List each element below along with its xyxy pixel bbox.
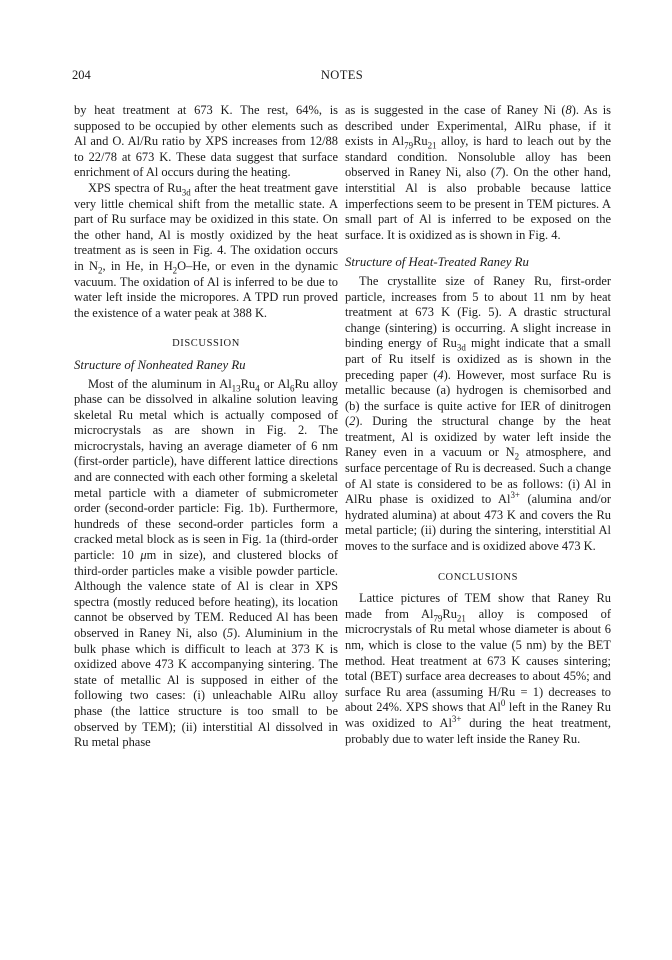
paragraph-continued-right bbox=[345, 103, 611, 243]
greek-mu: μ bbox=[140, 548, 147, 563]
text-run: alloy is composed of microcrystals of Ru metal whose diameter is about 6 nm, which is close to the value (5 nm) by the BET method. Heat treatment at 673 K causes sintering; total (BET) surface area decreases to about 45%; and surface Ru area (assuming H/Ru = 1) decreases to about 24%. XPS shows that Al bbox=[345, 606, 611, 715]
subscript: 2 bbox=[172, 265, 178, 276]
text-run: as is suggested in the case of Raney Ni ( bbox=[345, 103, 566, 117]
text-run: Lattice pictures of TEM show that Raney Ru made from Al bbox=[345, 591, 611, 621]
subscript: 79 bbox=[404, 140, 414, 151]
text-run: alloy, is hard to leach out by the standard condition. Nonsoluble alloy has been observed in Raney Ni, also ( bbox=[345, 134, 611, 180]
citation-ref: 5 bbox=[226, 626, 234, 640]
text-run: XPS spectra of Ru bbox=[88, 180, 182, 195]
text-run: ). As is described under Experimental, AlRu phase, if it exists in Al bbox=[345, 103, 611, 149]
text-run: ). However, most surface Ru is metallic because (a) hydrogen is chemisorbed and (b) the surface is quite active for IER of dinitrogen ( bbox=[345, 367, 611, 429]
text-run: ). During the structural change by the heat treatment, Al is oxidized by water left inside the Raney even in a vacuum or N bbox=[345, 414, 611, 460]
text-run: Ru bbox=[442, 606, 457, 621]
subheading-heat-treated: Structure of Heat-Treated Raney Ru bbox=[345, 255, 529, 270]
section-heading-conclusions: CONCLUSIONS bbox=[437, 571, 519, 583]
superscript: 3+ bbox=[451, 713, 462, 724]
paragraph-continued: by heat treatment at 673 K. The rest, 64%, is supposed to be occupied by other elements such as Al and O. Al/Ru ratio by XPS increases from 12/88 to 22/78 at 673 K. These data suggest that surface enrichment of Al occurs during the heating. bbox=[74, 103, 338, 180]
right-column bbox=[345, 103, 611, 747]
text-run: after the heat treatment gave very little chemical shift from the metallic state. A part of Ru surface may be oxidized in this state. On the other hand, Al is mostly oxidized by the heat treatment as is seen in Fig. 4. The oxidation occurs in N bbox=[74, 180, 338, 273]
running-head: NOTES bbox=[320, 68, 364, 82]
citation-ref: 7 bbox=[495, 165, 502, 180]
citation-ref: 4 bbox=[437, 367, 444, 382]
section-heading-discussion: DISCUSSION bbox=[172, 338, 240, 350]
text-run: Ru alloy phase can be dissolved in alkaline solution leaving skeletal Ru metal which is actually composed of microcrystals as are shown in Fig. 2. The microcrystals, having an average diameter of 6 nm (first-order particle), have different lattice directions and are connected with each other forming a skeletal metal particle with a diameter of submicrometer order (second-order particle: Fig. 1b). Furthermore, hundreds of these second-order particles form a cracked metal block as is seen in Fig. 1a (third-order particle: 10 bbox=[74, 376, 338, 563]
citation-ref: 2 bbox=[349, 414, 356, 429]
page-number: 204 bbox=[72, 68, 91, 82]
subscript: 2 bbox=[514, 451, 520, 462]
subscript: 6 bbox=[289, 382, 295, 393]
text-run: m in size), and clustered blocks of third-order particles make a visible powder particle. Although the valence state of Al is clear in XPS spectra (mostly reduced before heating), its location cannot be observed by TEM. Reduced Al has been observed in Raney Ni, also ( bbox=[74, 548, 338, 640]
text-run: atmosphere, and surface percentage of Ru is decreased. Such a change of Al state is considered to be as follows: (i) Al in AlRu phase is oxidized to Al bbox=[345, 445, 611, 507]
text-run: or Al bbox=[259, 376, 290, 391]
paragraph-nonheated-structure bbox=[74, 377, 338, 751]
subscript: 79 bbox=[433, 613, 443, 624]
text-run: ). On the other hand, interstitial Al is also probable because lattice imperfections seem to be present in TEM pictures. A small part of Al is inferred to be exposed on the surface. It is oxidized as is shown in Fig. 4. bbox=[345, 165, 611, 242]
text-run: might indicate that a small part of Ru itself is oxidized as is shown in the preceding paper ( bbox=[345, 336, 611, 382]
text-run: Ru bbox=[413, 134, 428, 149]
subscript: 2 bbox=[97, 265, 103, 276]
subscript: 13 bbox=[231, 382, 241, 393]
paragraph-xps-spectra bbox=[74, 181, 338, 321]
text-run: , in He, in H bbox=[102, 258, 173, 273]
text-run: left in the Raney Ru was oxidized to Al bbox=[345, 700, 612, 730]
text-run: ). Aluminium in the bulk phase which is difficult to leach at 373 K is oxidized above 473 K accompanying sintering. The state of metallic Al is supposed in either of the following two cases: (i) unleachable AlRu alloy phase (the lattice structure is too small to be observed by TEM); (ii) interstitial Al dissolved in Ru metal phase bbox=[74, 626, 338, 750]
text-run: The crystallite size of Raney Ru, first-order particle, increases from 5 to about 11 nm by heat treatment at 673 K (Fig. 5). A drastic structural change (sintering) is occurring. A slight increase in binding energy of Ru bbox=[345, 273, 611, 351]
subheading-nonheated: Structure of Nonheated Raney Ru bbox=[74, 357, 246, 372]
text-run: O–He, or even in the dynamic vacuum. The oxidation of Al is inferred to be due to water left inside the micropores. A TPD run proved the existence of a water peak at 388 K. bbox=[74, 258, 338, 320]
subscript: 21 bbox=[427, 140, 437, 151]
subscript: 3d bbox=[456, 342, 466, 353]
text-run: Most of the aluminum in Al bbox=[88, 376, 232, 391]
left-column bbox=[74, 103, 338, 751]
text-run: Ru bbox=[240, 376, 256, 391]
superscript: 0 bbox=[500, 698, 506, 709]
subscript: 3d bbox=[181, 187, 191, 198]
paragraph-conclusions bbox=[345, 591, 611, 747]
subscript: 21 bbox=[456, 613, 466, 624]
superscript: 3+ bbox=[510, 490, 520, 501]
text-run: (alumina and/or hydrated alumina) at about 473 K and covers the Ru metal particle; (ii) during the sintering, interstitial Al moves to the surface and is oxidized above 473 K. bbox=[345, 492, 611, 554]
citation-ref: 8 bbox=[565, 103, 572, 117]
page-header bbox=[72, 68, 612, 86]
text-run: during the heat treatment, probably due to water left inside the Raney Ru. bbox=[345, 715, 611, 746]
subscript: 4 bbox=[255, 382, 260, 393]
paragraph-heat-treated-structure bbox=[345, 274, 611, 555]
